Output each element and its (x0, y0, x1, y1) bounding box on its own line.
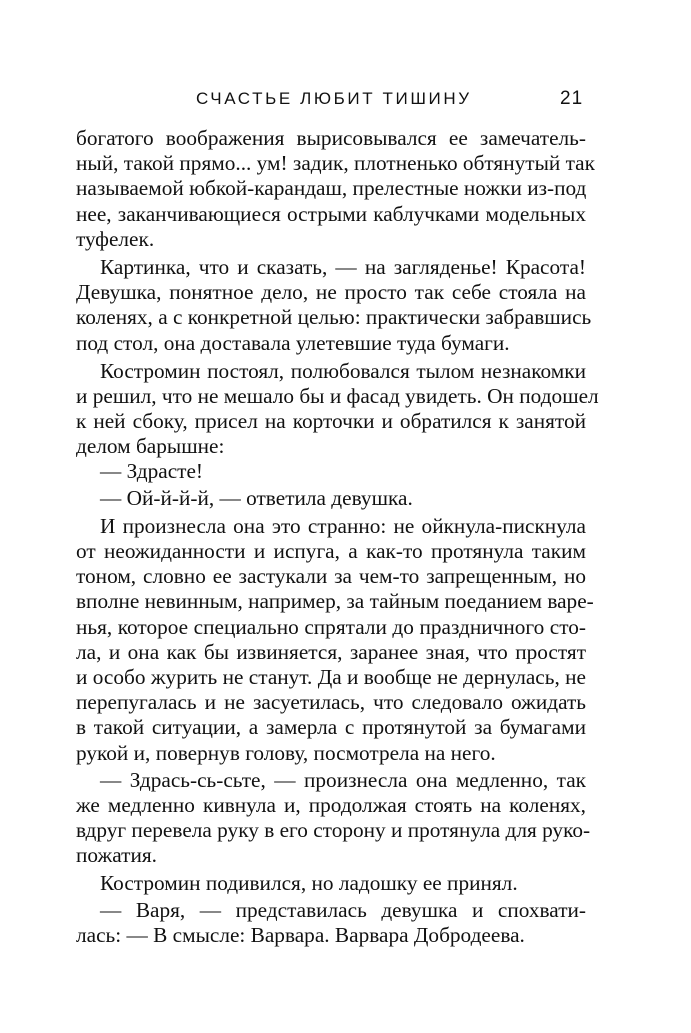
text-line: ла, и она как бы извиняется, заранее зная, что простят (76, 639, 586, 664)
text-line: И произнесла она это странно: не ойкнула-пискнула (100, 513, 586, 538)
text-line: делом барышне: (76, 434, 225, 459)
text-line: от неожиданности и испуга, а как-то протянула таким (76, 539, 586, 563)
page-number: 21 (560, 88, 584, 109)
paragraph (76, 898, 586, 948)
running-header (0, 86, 691, 112)
text-line: же медленно кивнула и, продолжая стоять на коленях, (76, 792, 586, 817)
text-line: и особо журить не станут. Да и вообще не дернулась, не (76, 664, 586, 689)
paragraph (76, 254, 592, 356)
text-line: — Варя, — представилась девушка и спохвати- (100, 897, 586, 922)
paragraph (76, 358, 599, 460)
text-line: пожатия. (76, 843, 157, 868)
text-line: — Здрась-сь-сьте, — произнесла она медленно, так (100, 767, 586, 792)
text-line: лась: — В смысле: Варвара. Варвара Добродеева. (76, 922, 525, 947)
text-line: туфелек. (76, 226, 155, 251)
text-line: богатого воображения вырисовывался ее замечатель- (76, 126, 586, 150)
text-line: называемой юбкой-карандаш, прелестные ножки из-под (76, 176, 587, 201)
paragraph (76, 486, 586, 511)
text-line: ный, такой прямо... ум! задик, плотненько обтянутый так (76, 151, 595, 176)
text-line: тоном, словно ее застукали за чем-то запрещенным, но (76, 564, 586, 589)
text-line: — Здрасте! (100, 459, 204, 484)
text-line: под стол, она доставала улетевшие туда бумаги. (76, 330, 510, 355)
text-line: Костромин постоял, полюбовался тылом незнакомки (100, 358, 586, 383)
paragraph (76, 767, 591, 869)
text-line: Костромин подивился, но ладошку ее принял. (100, 871, 518, 896)
text-line: рукой и, повернув голову, посмотрела на него. (76, 740, 496, 765)
text-line: вполне невинным, например, за тайным поеданием варе- (76, 589, 594, 614)
text-line: перепугалась и не засуетилась, что следовало ожидать (76, 690, 586, 715)
text-line: к ней сбоку, присел на корточки и обратился к занятой (76, 409, 586, 434)
running-title: СЧАСТЬЕ ЛЮБИТ ТИШИНУ (196, 89, 472, 108)
text-line: Девушка, понятное дело, не просто так себе стояла на (76, 280, 586, 305)
text-line: коленях, а с конкретной целью: практически забравшись (76, 305, 592, 330)
text-line: и решил, что не мешало бы и фасад увидеть. Он подошел (76, 383, 599, 408)
text-line: в такой ситуации, а замерла с протянутой за бумагами (76, 715, 586, 740)
text-line: Картинка, что и сказать, — на загляденье! Красота! (100, 254, 586, 279)
paragraph (76, 126, 595, 252)
paragraph (76, 871, 586, 896)
text-line: — Ой-й-й-й, — ответила девушка. (100, 485, 413, 510)
paragraph (76, 513, 594, 766)
text-body (76, 126, 599, 948)
paragraph (76, 459, 586, 484)
text-line: вдруг перевела руку в его сторону и протянула для руко- (76, 818, 591, 843)
text-line: нья, которое специально спрятали до праздничного сто- (76, 614, 586, 639)
text-line: нее, заканчивающиеся острыми каблучками модельных (76, 201, 586, 226)
